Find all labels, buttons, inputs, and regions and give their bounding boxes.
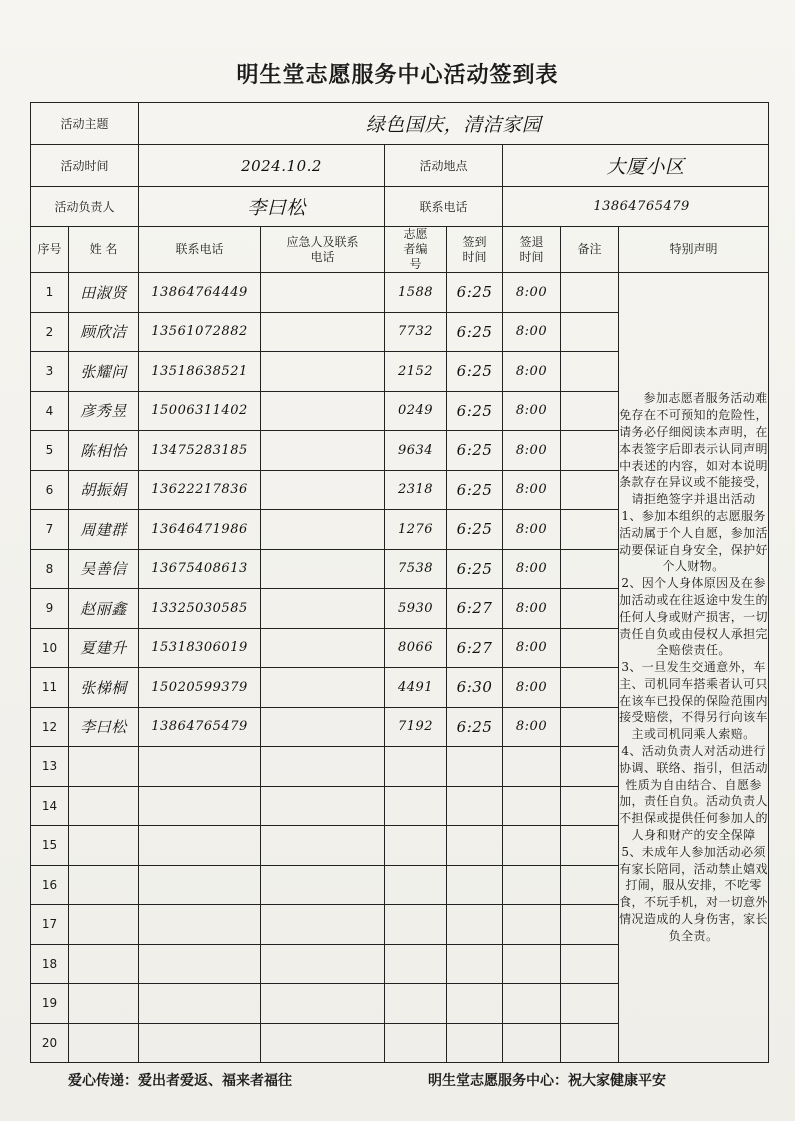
row-no xyxy=(31,431,69,471)
row-remark xyxy=(561,905,619,945)
row-name xyxy=(69,510,139,550)
row-sign-in-text: 6:25 xyxy=(456,441,493,460)
row-phone xyxy=(139,431,261,471)
row-sign-out-text: 8:00 xyxy=(515,284,548,300)
row-sign-out-text: 8:00 xyxy=(515,403,548,419)
row-no-text: 16 xyxy=(41,877,58,892)
row-sign-out xyxy=(503,431,561,471)
row-phone xyxy=(139,589,261,629)
header-statement: 特别声明 xyxy=(619,227,769,273)
row-vol-id xyxy=(385,312,447,352)
theme-value xyxy=(139,103,769,145)
row-phone xyxy=(139,391,261,431)
row-remark xyxy=(561,628,619,668)
row-remark xyxy=(561,510,619,550)
row-remark xyxy=(561,312,619,352)
row-phone-text: 13675408613 xyxy=(151,561,248,577)
row-sign-out xyxy=(503,470,561,510)
theme-row xyxy=(31,103,769,145)
row-no-text: 10 xyxy=(41,640,58,655)
row-sign-out xyxy=(503,747,561,787)
row-phone xyxy=(139,273,261,313)
row-phone xyxy=(139,628,261,668)
leader-text: 李曰松 xyxy=(247,197,306,219)
row-sign-out xyxy=(503,668,561,708)
row-sign-in xyxy=(447,826,503,866)
row-sign-in xyxy=(447,510,503,550)
row-vol-id-text: 7192 xyxy=(397,719,434,735)
row-sign-out xyxy=(503,905,561,945)
row-emergency xyxy=(261,668,385,708)
row-vol-id xyxy=(385,352,447,392)
row-vol-id-text: 1276 xyxy=(397,521,434,537)
row-no xyxy=(31,470,69,510)
row-sign-out xyxy=(503,352,561,392)
row-sign-out xyxy=(503,589,561,629)
row-no xyxy=(31,628,69,668)
row-name xyxy=(69,786,139,826)
row-vol-id-text: 9634 xyxy=(397,442,434,458)
row-name-text: 周建群 xyxy=(80,520,127,539)
row-no xyxy=(31,905,69,945)
row-phone xyxy=(139,510,261,550)
row-remark xyxy=(561,865,619,905)
row-name-text: 夏建升 xyxy=(80,639,127,658)
row-vol-id xyxy=(385,668,447,708)
row-phone xyxy=(139,549,261,589)
row-name-text: 彦秀昱 xyxy=(80,402,127,421)
statement-paragraph: 5、未成年人参加活动必须有家长陪同，活动禁止嬉戏打闹，服从安排，不吃零食，不玩手机，对一切意外情况造成的人身伤害，家长负全责。 xyxy=(619,844,768,943)
row-sign-in xyxy=(447,549,503,589)
row-phone xyxy=(139,865,261,905)
row-sign-out xyxy=(503,549,561,589)
row-sign-in xyxy=(447,352,503,392)
row-name xyxy=(69,628,139,668)
row-phone-text: 13561072882 xyxy=(151,324,248,340)
row-phone-text: 13864764449 xyxy=(151,284,248,300)
row-sign-out-text: 8:00 xyxy=(515,363,548,379)
row-sign-in xyxy=(447,747,503,787)
row-remark xyxy=(561,391,619,431)
row-sign-in xyxy=(447,1023,503,1063)
row-sign-in xyxy=(447,391,503,431)
row-name-text: 顾欣洁 xyxy=(80,323,127,342)
row-no xyxy=(31,786,69,826)
row-emergency xyxy=(261,352,385,392)
row-vol-id xyxy=(385,826,447,866)
place-label: 活动地点 xyxy=(385,145,503,187)
footer-left: 爱心传递：爱出者爱返、福来者福往 xyxy=(68,1073,292,1089)
row-phone-text: 13622217836 xyxy=(151,482,248,498)
row-remark xyxy=(561,1023,619,1063)
row-phone-text: 15006311402 xyxy=(151,403,248,419)
row-phone-text: 13646471986 xyxy=(151,521,248,537)
row-no-text: 14 xyxy=(41,798,58,813)
row-no-text: 13 xyxy=(41,759,58,774)
row-vol-id xyxy=(385,391,447,431)
row-sign-in-text: 6:25 xyxy=(456,520,493,539)
row-no xyxy=(31,944,69,984)
row-emergency xyxy=(261,707,385,747)
row-vol-id xyxy=(385,984,447,1024)
row-vol-id xyxy=(385,431,447,471)
row-phone-text: 13518638521 xyxy=(151,363,248,379)
header-phone: 联系电话 xyxy=(139,227,261,273)
row-no-text: 17 xyxy=(41,917,58,932)
row-emergency xyxy=(261,431,385,471)
row-name-text: 胡振娟 xyxy=(80,481,127,500)
row-vol-id xyxy=(385,905,447,945)
row-phone xyxy=(139,668,261,708)
row-no-text: 8 xyxy=(45,561,54,576)
row-no xyxy=(31,707,69,747)
row-name xyxy=(69,1023,139,1063)
row-sign-in xyxy=(447,944,503,984)
row-sign-in xyxy=(447,273,503,313)
row-phone xyxy=(139,470,261,510)
row-remark xyxy=(561,984,619,1024)
row-sign-out xyxy=(503,944,561,984)
leader-value xyxy=(139,187,385,227)
row-name-text: 陈相怡 xyxy=(80,441,127,460)
time-value xyxy=(139,145,385,187)
row-sign-in-text: 6:25 xyxy=(456,401,493,420)
row-name xyxy=(69,984,139,1024)
row-sign-in-text: 6:25 xyxy=(456,283,493,302)
header-sign-out: 签退时间 xyxy=(503,227,561,273)
row-sign-out xyxy=(503,628,561,668)
row-sign-in-text: 6:25 xyxy=(456,362,493,381)
row-emergency xyxy=(261,786,385,826)
row-no xyxy=(31,273,69,313)
row-vol-id-text: 5930 xyxy=(397,600,434,616)
row-no xyxy=(31,668,69,708)
header-remark: 备注 xyxy=(561,227,619,273)
row-vol-id-text: 2152 xyxy=(397,363,434,379)
row-name-text: 张耀问 xyxy=(80,362,127,381)
row-sign-out-text: 8:00 xyxy=(515,521,548,537)
row-vol-id-text: 0249 xyxy=(397,403,434,419)
row-emergency xyxy=(261,826,385,866)
row-no-text: 3 xyxy=(45,364,54,379)
time-row xyxy=(31,145,769,187)
row-remark xyxy=(561,668,619,708)
row-remark xyxy=(561,707,619,747)
header-vol-id: 志愿者编号 xyxy=(385,227,447,273)
header-emergency: 应急人及联系电话 xyxy=(261,227,385,273)
row-sign-out xyxy=(503,786,561,826)
row-name xyxy=(69,668,139,708)
row-name xyxy=(69,549,139,589)
row-sign-out xyxy=(503,312,561,352)
row-sign-out xyxy=(503,391,561,431)
row-vol-id xyxy=(385,944,447,984)
row-emergency xyxy=(261,312,385,352)
row-sign-in xyxy=(447,470,503,510)
row-vol-id xyxy=(385,747,447,787)
row-no-text: 12 xyxy=(41,719,58,734)
row-no-text: 5 xyxy=(45,443,54,458)
row-sign-in xyxy=(447,905,503,945)
row-no-text: 7 xyxy=(45,522,54,537)
row-sign-in-text: 6:27 xyxy=(456,638,493,657)
row-no-text: 1 xyxy=(45,285,54,300)
row-no xyxy=(31,826,69,866)
row-name xyxy=(69,707,139,747)
row-no-text: 6 xyxy=(45,482,54,497)
row-vol-id xyxy=(385,707,447,747)
statement-paragraph: 参加志愿者服务活动难免存在不可预知的危险性，请务必仔细阅读本声明，在本表签字后即表示认同声明中表述的内容，如对本说明条款存在异议或不能接受，请拒绝签字并退出活动 xyxy=(619,391,768,507)
row-name xyxy=(69,865,139,905)
row-emergency xyxy=(261,391,385,431)
row-sign-out xyxy=(503,865,561,905)
row-no xyxy=(31,1023,69,1063)
row-sign-in xyxy=(447,312,503,352)
row-phone xyxy=(139,984,261,1024)
row-vol-id-text: 7732 xyxy=(397,324,434,340)
header-name: 姓 名 xyxy=(69,227,139,273)
statement-paragraph: 3、一旦发生交通意外，车主、司机同车搭乘者认可只在该车已投保的保险范围内接受赔偿，不得另行向该车主或司机同乘人索赔。 xyxy=(619,660,768,742)
row-name xyxy=(69,905,139,945)
theme-label: 活动主题 xyxy=(31,103,139,145)
row-vol-id xyxy=(385,470,447,510)
leader-label: 活动负责人 xyxy=(31,187,139,227)
row-sign-out xyxy=(503,984,561,1024)
row-sign-out xyxy=(503,510,561,550)
row-sign-in-text: 6:25 xyxy=(456,322,493,341)
row-no xyxy=(31,747,69,787)
row-remark xyxy=(561,470,619,510)
row-emergency xyxy=(261,984,385,1024)
row-sign-in-text: 6:25 xyxy=(456,717,493,736)
row-sign-out-text: 8:00 xyxy=(515,442,548,458)
phone-value xyxy=(503,187,769,227)
row-emergency xyxy=(261,747,385,787)
row-sign-in xyxy=(447,865,503,905)
row-name-text: 田淑贤 xyxy=(80,283,127,302)
row-remark xyxy=(561,826,619,866)
row-remark xyxy=(561,589,619,629)
row-emergency xyxy=(261,628,385,668)
row-emergency xyxy=(261,944,385,984)
row-phone xyxy=(139,747,261,787)
row-emergency xyxy=(261,549,385,589)
row-phone xyxy=(139,1023,261,1063)
row-no xyxy=(31,352,69,392)
row-sign-out-text: 8:00 xyxy=(515,600,548,616)
row-no xyxy=(31,865,69,905)
row-sign-out xyxy=(503,826,561,866)
row-phone xyxy=(139,312,261,352)
row-vol-id-text: 4491 xyxy=(397,679,434,695)
row-sign-in-text: 6:30 xyxy=(456,678,493,697)
row-sign-out-text: 8:00 xyxy=(515,561,548,577)
row-emergency xyxy=(261,273,385,313)
row-sign-out-text: 8:00 xyxy=(515,679,548,695)
time-label: 活动时间 xyxy=(31,145,139,187)
row-sign-out-text: 8:00 xyxy=(515,324,548,340)
row-name xyxy=(69,470,139,510)
row-name xyxy=(69,391,139,431)
row-no xyxy=(31,984,69,1024)
row-sign-out xyxy=(503,273,561,313)
row-no-text: 2 xyxy=(45,324,54,339)
row-emergency xyxy=(261,1023,385,1063)
row-phone-text: 15318306019 xyxy=(151,640,248,656)
row-no-text: 19 xyxy=(41,996,58,1011)
row-vol-id xyxy=(385,549,447,589)
row-vol-id-text: 1588 xyxy=(397,284,434,300)
row-no-text: 4 xyxy=(45,403,54,418)
row-vol-id xyxy=(385,786,447,826)
row-no xyxy=(31,589,69,629)
row-sign-in xyxy=(447,984,503,1024)
row-sign-in xyxy=(447,707,503,747)
row-phone xyxy=(139,352,261,392)
page-title: 明生堂志愿服务中心活动签到表 xyxy=(236,63,559,88)
row-phone xyxy=(139,786,261,826)
row-phone xyxy=(139,826,261,866)
row-phone xyxy=(139,707,261,747)
row-vol-id xyxy=(385,510,447,550)
row-sign-in xyxy=(447,589,503,629)
row-name xyxy=(69,312,139,352)
row-sign-out-text: 8:00 xyxy=(515,719,548,735)
row-vol-id-text: 2318 xyxy=(397,482,434,498)
table-row xyxy=(31,273,769,313)
row-phone xyxy=(139,905,261,945)
theme-text: 绿色国庆，清洁家园 xyxy=(365,114,542,136)
row-sign-in xyxy=(447,786,503,826)
row-name xyxy=(69,589,139,629)
row-no xyxy=(31,391,69,431)
row-vol-id xyxy=(385,589,447,629)
leader-row xyxy=(31,187,769,227)
row-name xyxy=(69,431,139,471)
row-vol-id-text: 8066 xyxy=(397,640,434,656)
statement-paragraph: 4、活动负责人对活动进行协调、联络、指引，但活动性质为自由结合、自愿参加，责任自负。活动负责人不担保或提供任何参加人的人身和财产的安全保障 xyxy=(619,744,768,843)
row-no-text: 9 xyxy=(45,601,54,616)
row-emergency xyxy=(261,589,385,629)
row-remark xyxy=(561,786,619,826)
row-no xyxy=(31,549,69,589)
place-text: 大厦小区 xyxy=(606,156,685,178)
row-vol-id xyxy=(385,628,447,668)
row-vol-id xyxy=(385,1023,447,1063)
row-sign-in xyxy=(447,668,503,708)
row-sign-out-text: 8:00 xyxy=(515,482,548,498)
row-remark xyxy=(561,352,619,392)
row-no-text: 20 xyxy=(41,1035,58,1050)
row-remark xyxy=(561,549,619,589)
row-remark xyxy=(561,747,619,787)
row-name xyxy=(69,826,139,866)
row-emergency xyxy=(261,865,385,905)
row-phone-text: 15020599379 xyxy=(151,679,248,695)
row-sign-out xyxy=(503,707,561,747)
row-sign-in xyxy=(447,628,503,668)
row-remark xyxy=(561,273,619,313)
row-vol-id-text: 7538 xyxy=(397,561,434,577)
row-sign-in-text: 6:25 xyxy=(456,559,493,578)
phone-text: 13864765479 xyxy=(593,199,690,214)
header-sign-in: 签到时间 xyxy=(447,227,503,273)
row-phone xyxy=(139,944,261,984)
footer-right: 明生堂志愿服务中心：祝大家健康平安 xyxy=(428,1073,666,1089)
row-vol-id xyxy=(385,273,447,313)
row-no-text: 18 xyxy=(41,956,58,971)
row-phone-text: 13475283185 xyxy=(151,442,248,458)
phone-label: 联系电话 xyxy=(385,187,503,227)
row-name-text: 赵丽鑫 xyxy=(80,599,127,618)
row-emergency xyxy=(261,905,385,945)
row-sign-in-text: 6:27 xyxy=(456,599,493,618)
row-sign-out-text: 8:00 xyxy=(515,640,548,656)
row-no-text: 15 xyxy=(41,838,58,853)
statement-paragraph: 2、因个人身体原因及在参加活动或在往返途中发生的任何人身或财产损害，一切责任自负或由侵权人承担完全赔偿责任。 xyxy=(619,576,768,658)
row-name-text: 吴善信 xyxy=(80,560,127,579)
row-emergency xyxy=(261,470,385,510)
row-name xyxy=(69,944,139,984)
row-phone-text: 13864765479 xyxy=(151,719,248,735)
row-emergency xyxy=(261,510,385,550)
row-remark xyxy=(561,431,619,471)
time-text: 2024.10.2 xyxy=(241,156,322,175)
row-name xyxy=(69,747,139,787)
row-no xyxy=(31,312,69,352)
row-name xyxy=(69,352,139,392)
row-phone-text: 13325030585 xyxy=(151,600,248,616)
sign-in-table xyxy=(30,102,769,1063)
row-name xyxy=(69,273,139,313)
row-name-text: 李曰松 xyxy=(80,718,127,737)
header-no: 序号 xyxy=(31,227,69,273)
place-value xyxy=(503,145,769,187)
row-remark xyxy=(561,944,619,984)
special-statement xyxy=(619,273,769,1063)
row-vol-id xyxy=(385,865,447,905)
row-no-text: 11 xyxy=(41,680,58,695)
statement-paragraph: 1、参加本组织的志愿服务活动属于个人自愿，参加活动要保证自身安全，保护好个人财物。 xyxy=(619,508,768,574)
row-sign-in xyxy=(447,431,503,471)
row-sign-in-text: 6:25 xyxy=(456,480,493,499)
row-no xyxy=(31,510,69,550)
header-row xyxy=(31,227,769,273)
row-name-text: 张梯桐 xyxy=(80,678,127,697)
row-sign-out xyxy=(503,1023,561,1063)
